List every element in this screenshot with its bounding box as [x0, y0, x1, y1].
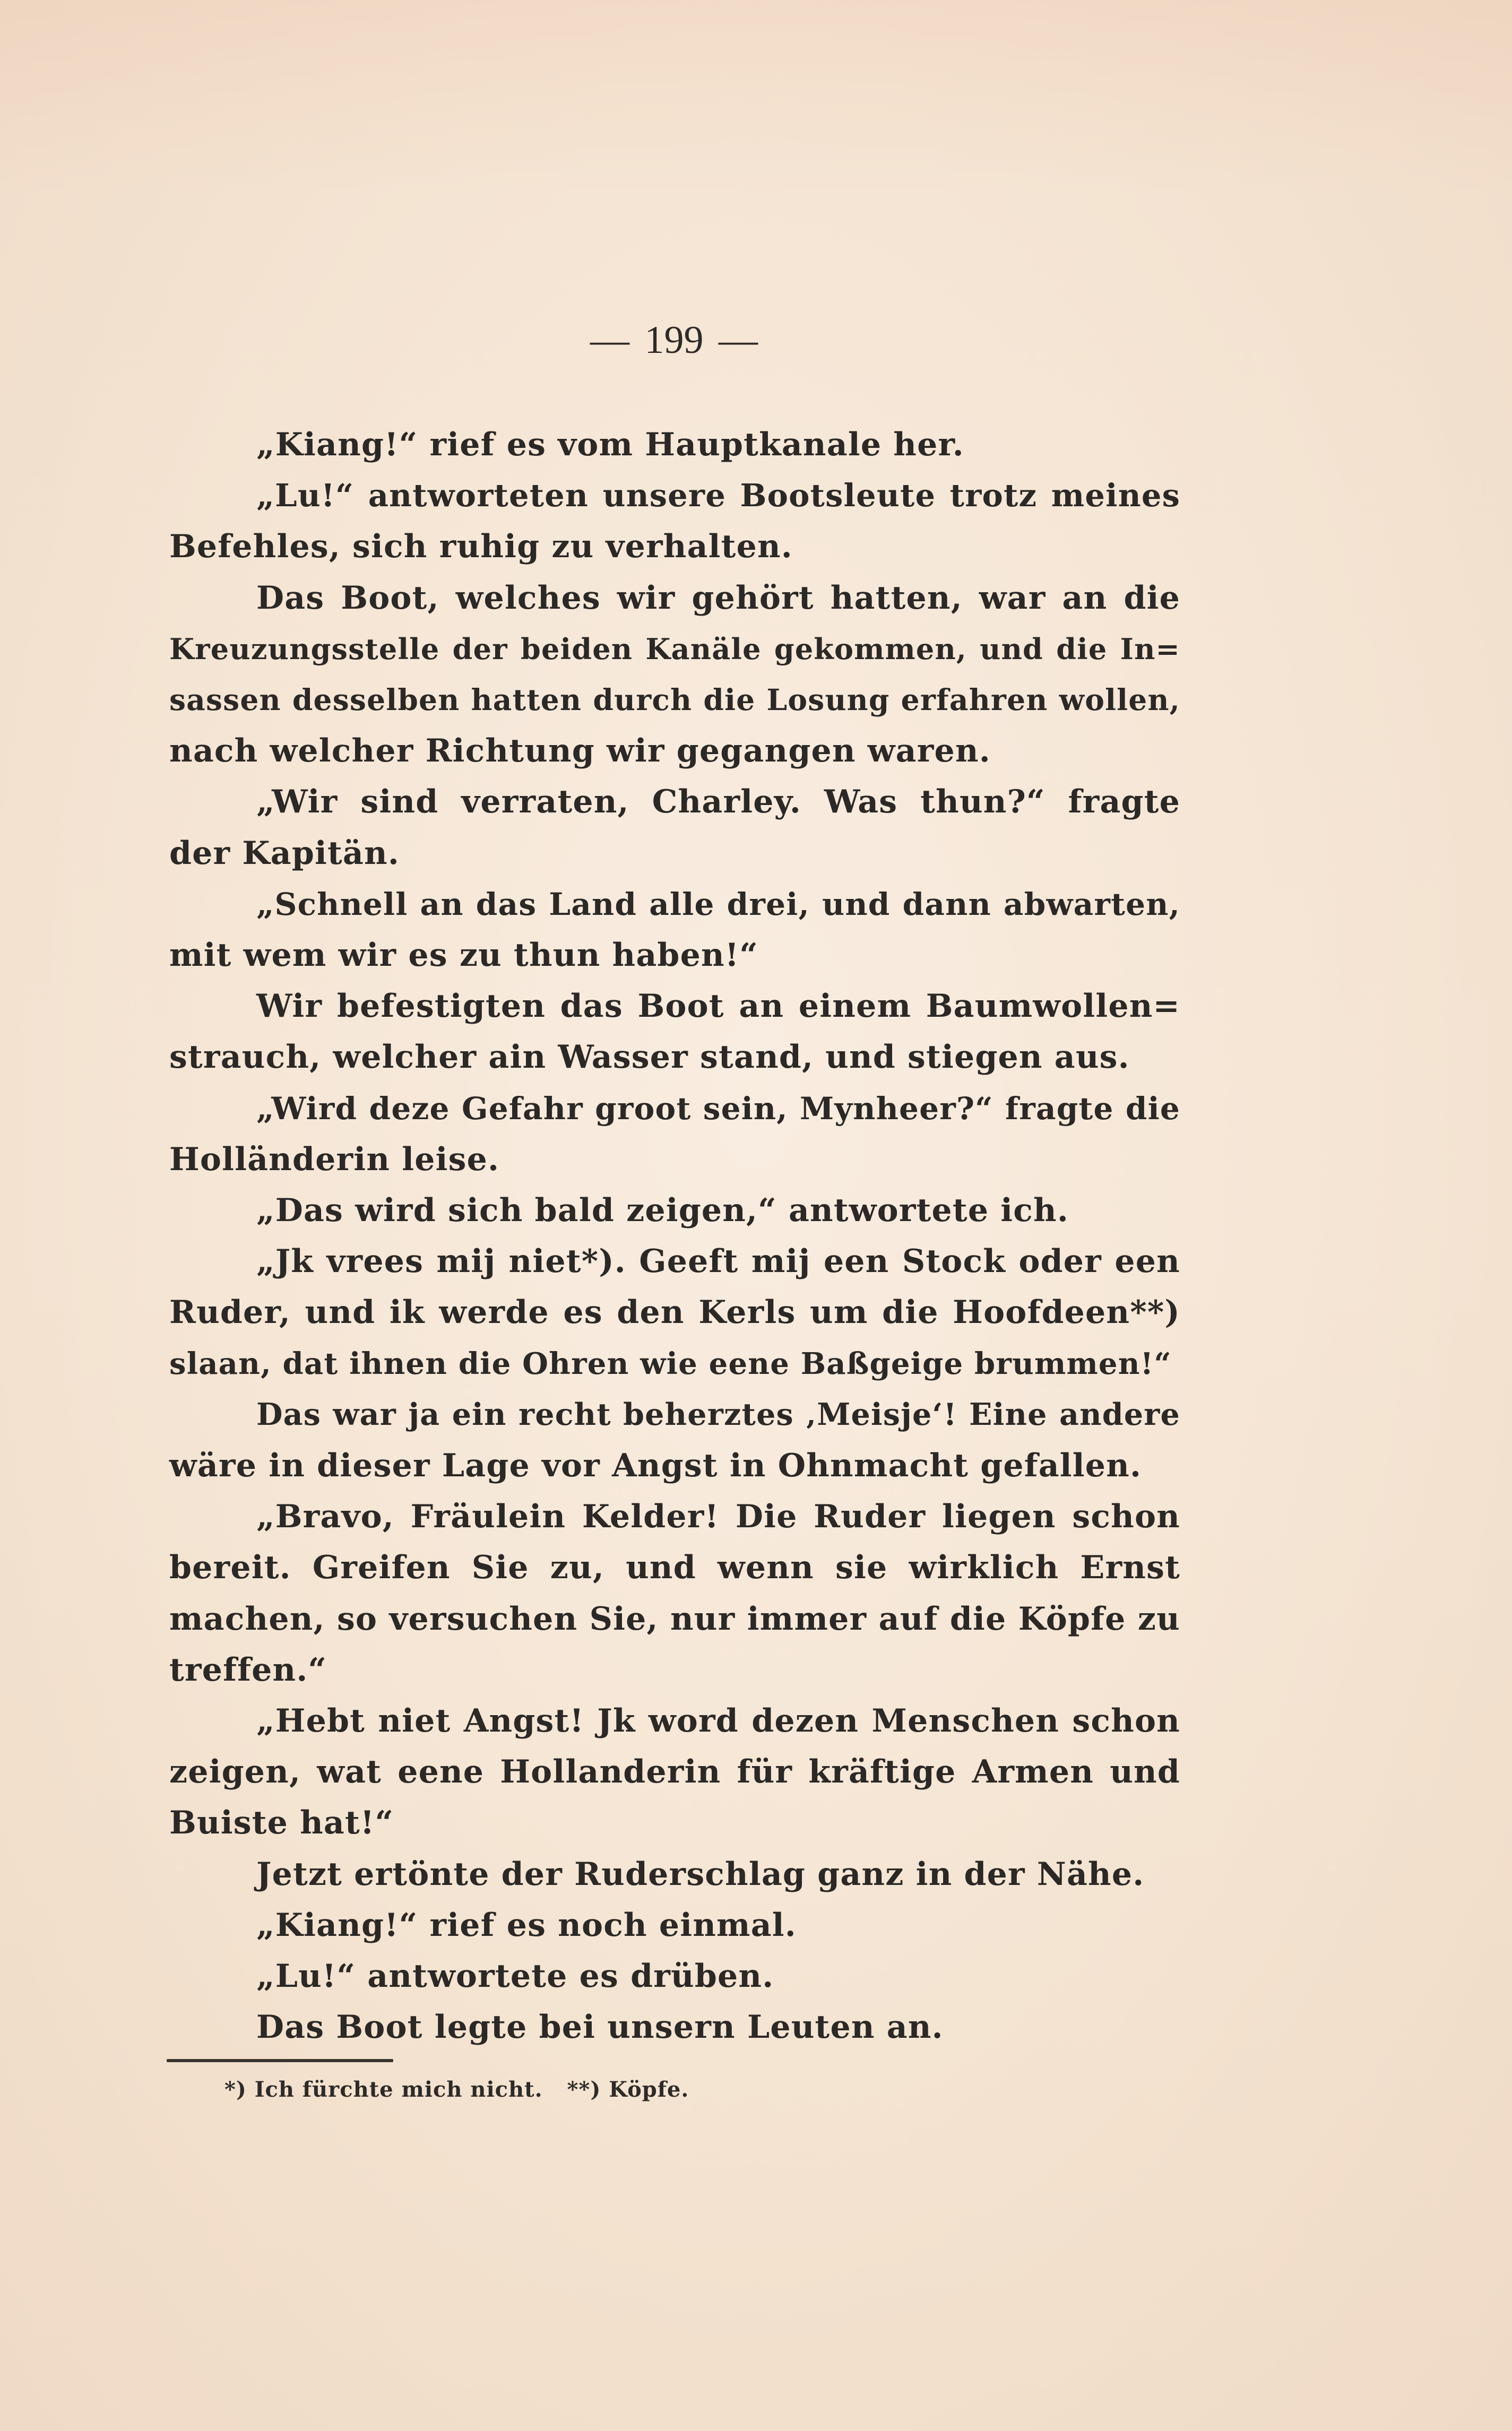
- text-line: „Bravo, Fräulein Kelder! Die Ruder liegen schon: [256, 1498, 1180, 1535]
- footnotes: [224, 2074, 713, 2106]
- text-line: treffen.“: [169, 1651, 327, 1689]
- text-line: mit wem wir es zu thun haben!“: [169, 937, 759, 974]
- footnote-1: *) Ich fürchte mich nicht.: [224, 2077, 543, 2102]
- text-line: Das Boot legte bei unsern Leuten an.: [256, 2009, 944, 2046]
- text-line: sassen desselben hatten durch die Losung erfahren wollen,: [169, 682, 1180, 717]
- text-line: „Das wird sich bald zeigen,“ antwortete ich.: [256, 1192, 1069, 1229]
- text-line: „Wir sind verraten, Charley. Was thun?“ fragte: [256, 783, 1180, 820]
- text-line: „Lu!“ antworteten unsere Bootsleute trotz meines: [256, 477, 1180, 514]
- text-line: wäre in dieser Lage vor Angst in Ohnmacht gefallen.: [169, 1447, 1142, 1484]
- text-line: „Wird deze Gefahr groot sein, Mynheer?“ fragte die: [256, 1091, 1180, 1127]
- text-line: machen, so versuchen Sie, nur immer auf die Köpfe zu: [169, 1601, 1180, 1638]
- text-line: Das war ja ein recht beherztes ‚Meisje‘! Eine andere: [256, 1397, 1180, 1432]
- text-line: Buiste hat!“: [169, 1804, 394, 1841]
- footnote-2: **) Köpfe.: [567, 2077, 689, 2102]
- text-line: „Kiang!“ rief es vom Hauptkanale her.: [256, 426, 964, 463]
- text-line: zeigen, wat eene Hollanderin für kräftige Armen und: [169, 1753, 1180, 1790]
- text-line: „Lu!“ antwortete es drüben.: [256, 1958, 774, 1995]
- text-line: nach welcher Richtung wir gegangen waren.: [169, 732, 991, 769]
- page-number: — 199 —: [590, 318, 758, 362]
- text-line: Ruder, und ik werde es den Kerls um die Hoofdeen**): [169, 1294, 1180, 1331]
- text-line: Holländerin leise.: [169, 1141, 500, 1178]
- text-line: Befehles, sich ruhig zu verhalten.: [169, 528, 793, 565]
- text-line: bereit. Greifen Sie zu, und wenn sie wirklich Ernst: [169, 1549, 1180, 1586]
- text-line: strauch, welcher ain Wasser stand, und stiegen aus.: [169, 1039, 1130, 1076]
- text-line: „Hebt niet Angst! Jk word dezen Menschen schon: [256, 1702, 1180, 1740]
- text-line: Jetzt ertönte der Ruderschlag ganz in der Nähe.: [256, 1856, 1145, 1893]
- text-line: Wir befestigten das Boot an einem Baumwollen=: [256, 988, 1180, 1025]
- text-line: „Jk vrees mij niet*). Geeft mij een Stock oder een: [256, 1243, 1180, 1280]
- text-line: Kreuzungsstelle der beiden Kanäle gekommen, und die In=: [169, 632, 1180, 666]
- text-line: der Kapitän.: [169, 835, 400, 872]
- footnote-divider: [167, 2059, 393, 2062]
- text-line: „Schnell an das Land alle drei, und dann abwarten,: [256, 886, 1180, 922]
- text-line: slaan, dat ihnen die Ohren wie eene Baßgeige brummen!“: [169, 1346, 1172, 1381]
- text-line: Das Boot, welches wir gehört hatten, war an die: [256, 579, 1180, 617]
- text-line: „Kiang!“ rief es noch einmal.: [256, 1907, 797, 1944]
